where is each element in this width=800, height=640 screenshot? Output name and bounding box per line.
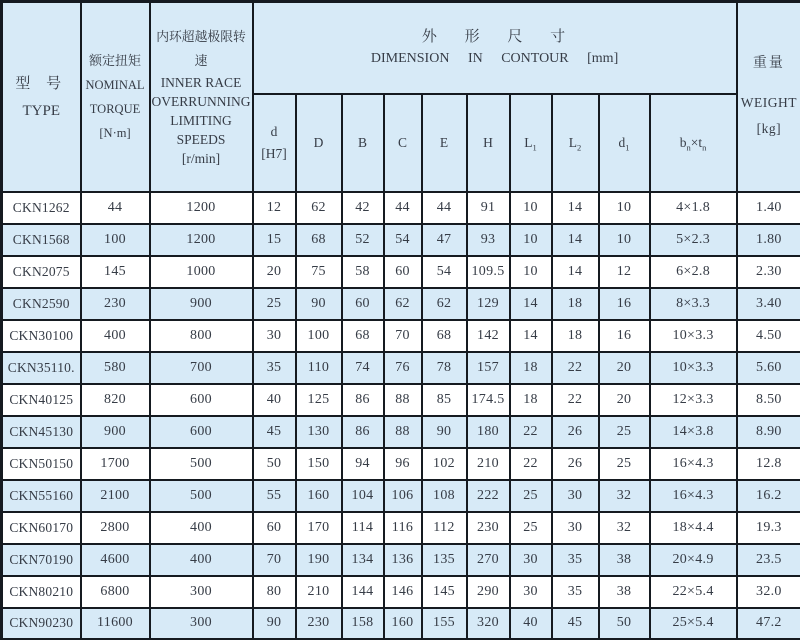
table-row [2, 384, 800, 416]
value-cell: 58 [342, 256, 384, 288]
value-cell: 10 [599, 224, 650, 256]
type-cell: CKN55160 [2, 480, 81, 512]
value-cell: 16.2 [737, 480, 800, 512]
value-cell: 74 [342, 352, 384, 384]
value-cell: 25×5.4 [650, 608, 737, 640]
value-cell: 100 [296, 320, 342, 352]
value-cell: 500 [150, 480, 253, 512]
value-cell: 150 [296, 448, 342, 480]
value-cell: 6×2.8 [650, 256, 737, 288]
value-cell: 580 [81, 352, 150, 384]
col-header-torque [81, 2, 150, 192]
value-cell: 25 [599, 448, 650, 480]
value-cell: 270 [467, 544, 510, 576]
value-cell: 5.60 [737, 352, 800, 384]
speeds-header-zh: 内环超越极限转速 [156, 30, 246, 69]
value-cell: 108 [422, 480, 467, 512]
value-cell: 2800 [81, 512, 150, 544]
value-cell: 20 [599, 352, 650, 384]
dimension-header-en: DIMENSION IN CONTOUR [mm] [370, 50, 619, 66]
value-cell: 18 [510, 384, 552, 416]
value-cell: 25 [510, 480, 552, 512]
speeds-header-en2: OVERRUNNING [151, 94, 251, 110]
value-cell: 68 [296, 224, 342, 256]
value-cell: 38 [599, 544, 650, 576]
value-cell: 44 [422, 192, 467, 224]
value-cell: 230 [296, 608, 342, 640]
value-cell: 230 [467, 512, 510, 544]
table-row [2, 192, 800, 224]
value-cell: 170 [296, 512, 342, 544]
value-cell: 8.50 [737, 384, 800, 416]
value-cell: 25 [253, 288, 296, 320]
table-row [2, 480, 800, 512]
value-cell: 10×3.3 [650, 352, 737, 384]
col-header-B: B [342, 94, 384, 192]
value-cell: 62 [422, 288, 467, 320]
value-cell: 55 [253, 480, 296, 512]
value-cell: 106 [384, 480, 422, 512]
value-cell: 62 [296, 192, 342, 224]
value-cell: 157 [467, 352, 510, 384]
value-cell: 44 [81, 192, 150, 224]
value-cell: 145 [422, 576, 467, 608]
value-cell: 38 [599, 576, 650, 608]
value-cell: 135 [422, 544, 467, 576]
value-cell: 60 [253, 512, 296, 544]
value-cell: 10 [510, 224, 552, 256]
value-cell: 820 [81, 384, 150, 416]
value-cell: 110 [296, 352, 342, 384]
value-cell: 14 [510, 320, 552, 352]
col-header-weight [737, 2, 800, 192]
value-cell: 160 [296, 480, 342, 512]
table-row [2, 448, 800, 480]
col-header-C: C [384, 94, 422, 192]
value-cell: 22 [510, 416, 552, 448]
value-cell: 320 [467, 608, 510, 640]
value-cell: 104 [342, 480, 384, 512]
value-cell: 8×3.3 [650, 288, 737, 320]
value-cell: 1200 [150, 192, 253, 224]
speeds-header-en1: INNER RACE [160, 75, 242, 91]
table-row [2, 544, 800, 576]
table-row [2, 256, 800, 288]
value-cell: 26 [552, 448, 599, 480]
value-cell: 14×3.8 [650, 416, 737, 448]
value-cell: 16×4.3 [650, 448, 737, 480]
dimension-header-zh: 外 形 尺 寸 [421, 28, 568, 45]
value-cell: 70 [384, 320, 422, 352]
value-cell: 3.40 [737, 288, 800, 320]
value-cell: 158 [342, 608, 384, 640]
value-cell: 125 [296, 384, 342, 416]
value-cell: 114 [342, 512, 384, 544]
value-cell: 900 [81, 416, 150, 448]
value-cell: 210 [296, 576, 342, 608]
value-cell: 180 [467, 416, 510, 448]
value-cell: 20 [253, 256, 296, 288]
value-cell: 22 [552, 384, 599, 416]
value-cell: 45 [253, 416, 296, 448]
table-row [2, 352, 800, 384]
value-cell: 500 [150, 448, 253, 480]
value-cell: 62 [384, 288, 422, 320]
torque-header-en1: NOMINAL [85, 77, 145, 92]
value-cell: 112 [422, 512, 467, 544]
value-cell: 88 [384, 384, 422, 416]
value-cell: 22 [510, 448, 552, 480]
value-cell: 44 [384, 192, 422, 224]
type-cell: CKN30100 [2, 320, 81, 352]
value-cell: 2.30 [737, 256, 800, 288]
type-cell: CKN90230 [2, 608, 81, 640]
table-row [2, 576, 800, 608]
table-row [2, 512, 800, 544]
value-cell: 100 [81, 224, 150, 256]
torque-header-en2: TORQUE [89, 101, 141, 116]
value-cell: 4×1.8 [650, 192, 737, 224]
value-cell: 20×4.9 [650, 544, 737, 576]
value-cell: 54 [384, 224, 422, 256]
value-cell: 42 [342, 192, 384, 224]
value-cell: 102 [422, 448, 467, 480]
value-cell: 130 [296, 416, 342, 448]
value-cell: 14 [510, 288, 552, 320]
speeds-header-en3: LIMITING SPEEDS [170, 113, 232, 148]
value-cell: 45 [552, 608, 599, 640]
col-header-bn-tn: $b_n\times t_n$ [650, 94, 737, 192]
value-cell: 76 [384, 352, 422, 384]
value-cell: 88 [384, 416, 422, 448]
value-cell: 26 [552, 416, 599, 448]
type-cell: CKN70190 [2, 544, 81, 576]
value-cell: 75 [296, 256, 342, 288]
value-cell: 400 [81, 320, 150, 352]
value-cell: 300 [150, 576, 253, 608]
value-cell: 30 [552, 480, 599, 512]
type-cell: CKN2075 [2, 256, 81, 288]
value-cell: 900 [150, 288, 253, 320]
value-cell: 91 [467, 192, 510, 224]
value-cell: 18 [552, 288, 599, 320]
value-cell: 16 [599, 288, 650, 320]
value-cell: 155 [422, 608, 467, 640]
value-cell: 6800 [81, 576, 150, 608]
value-cell: 142 [467, 320, 510, 352]
type-cell: CKN2590 [2, 288, 81, 320]
value-cell: 14 [552, 224, 599, 256]
value-cell: 35 [552, 576, 599, 608]
value-cell: 1700 [81, 448, 150, 480]
value-cell: 14 [552, 256, 599, 288]
speeds-header-unit: [r/min] [181, 151, 221, 167]
value-cell: 32 [599, 480, 650, 512]
table-row [2, 320, 800, 352]
value-cell: 19.3 [737, 512, 800, 544]
torque-header-unit: [N·m] [99, 125, 131, 140]
value-cell: 134 [342, 544, 384, 576]
value-cell: 600 [150, 384, 253, 416]
value-cell: 50 [599, 608, 650, 640]
torque-header-zh: 额定扭矩 [88, 52, 141, 68]
value-cell: 70 [253, 544, 296, 576]
value-cell: 10 [510, 192, 552, 224]
weight-header-en: WEIGHT [740, 94, 797, 110]
value-cell: 78 [422, 352, 467, 384]
value-cell: 80 [253, 576, 296, 608]
value-cell: 600 [150, 416, 253, 448]
value-cell: 60 [342, 288, 384, 320]
weight-header-zh: 重量 [752, 55, 785, 71]
value-cell: 40 [253, 384, 296, 416]
value-cell: 10×3.3 [650, 320, 737, 352]
value-cell: 90 [422, 416, 467, 448]
value-cell: 68 [342, 320, 384, 352]
value-cell: 4600 [81, 544, 150, 576]
value-cell: 5×2.3 [650, 224, 737, 256]
value-cell: 68 [422, 320, 467, 352]
type-cell: CKN80210 [2, 576, 81, 608]
value-cell: 86 [342, 384, 384, 416]
value-cell: 12 [599, 256, 650, 288]
value-cell: 23.5 [737, 544, 800, 576]
type-cell: CKN1568 [2, 224, 81, 256]
table-row [2, 224, 800, 256]
value-cell: 40 [510, 608, 552, 640]
value-cell: 145 [81, 256, 150, 288]
value-cell: 290 [467, 576, 510, 608]
value-cell: 35 [552, 544, 599, 576]
col-header-E: E [422, 94, 467, 192]
value-cell: 22 [552, 352, 599, 384]
value-cell: 4.50 [737, 320, 800, 352]
value-cell: 222 [467, 480, 510, 512]
value-cell: 400 [150, 512, 253, 544]
value-cell: 30 [552, 512, 599, 544]
value-cell: 50 [253, 448, 296, 480]
value-cell: 60 [384, 256, 422, 288]
value-cell: 85 [422, 384, 467, 416]
value-cell: 30 [253, 320, 296, 352]
type-cell: CKN50150 [2, 448, 81, 480]
value-cell: 25 [599, 416, 650, 448]
value-cell: 47.2 [737, 608, 800, 640]
value-cell: 700 [150, 352, 253, 384]
value-cell: 90 [296, 288, 342, 320]
value-cell: 90 [253, 608, 296, 640]
value-cell: 10 [599, 192, 650, 224]
weight-header-unit: [kg] [756, 120, 782, 136]
type-cell: CKN60170 [2, 512, 81, 544]
value-cell: 14 [552, 192, 599, 224]
value-cell: 18×4.4 [650, 512, 737, 544]
col-header-L1: $L_1$ [510, 94, 552, 192]
value-cell: 96 [384, 448, 422, 480]
value-cell: 16 [599, 320, 650, 352]
col-header-type [2, 2, 81, 192]
value-cell: 86 [342, 416, 384, 448]
value-cell: 800 [150, 320, 253, 352]
value-cell: 18 [510, 352, 552, 384]
value-cell: 25 [510, 512, 552, 544]
value-cell: 8.90 [737, 416, 800, 448]
value-cell: 146 [384, 576, 422, 608]
type-cell: CKN35110. [2, 352, 81, 384]
col-header-D: D [296, 94, 342, 192]
table-body [2, 192, 800, 640]
value-cell: 116 [384, 512, 422, 544]
type-cell: CKN45130 [2, 416, 81, 448]
type-cell: CKN40125 [2, 384, 81, 416]
value-cell: 10 [510, 256, 552, 288]
value-cell: 52 [342, 224, 384, 256]
value-cell: 18 [552, 320, 599, 352]
d-label: d [270, 123, 278, 139]
value-cell: 300 [150, 608, 253, 640]
value-cell: 230 [81, 288, 150, 320]
value-cell: 1.40 [737, 192, 800, 224]
value-cell: 160 [384, 608, 422, 640]
table-row [2, 288, 800, 320]
value-cell: 16×4.3 [650, 480, 737, 512]
value-cell: 1000 [150, 256, 253, 288]
value-cell: 1200 [150, 224, 253, 256]
value-cell: 136 [384, 544, 422, 576]
value-cell: 22×5.4 [650, 576, 737, 608]
value-cell: 15 [253, 224, 296, 256]
col-header-L2: $L_2$ [552, 94, 599, 192]
value-cell: 20 [599, 384, 650, 416]
value-cell: 190 [296, 544, 342, 576]
value-cell: 54 [422, 256, 467, 288]
value-cell: 47 [422, 224, 467, 256]
value-cell: 94 [342, 448, 384, 480]
value-cell: 12 [253, 192, 296, 224]
col-header-d [253, 94, 296, 192]
value-cell: 12×3.3 [650, 384, 737, 416]
value-cell: 109.5 [467, 256, 510, 288]
value-cell: 11600 [81, 608, 150, 640]
value-cell: 1.80 [737, 224, 800, 256]
col-header-speeds [150, 2, 253, 192]
col-header-d1: $d_1$ [599, 94, 650, 192]
table-row [2, 416, 800, 448]
type-cell: CKN1262 [2, 192, 81, 224]
value-cell: 35 [253, 352, 296, 384]
value-cell: 32.0 [737, 576, 800, 608]
value-cell: 93 [467, 224, 510, 256]
value-cell: 400 [150, 544, 253, 576]
type-header-en: TYPE [22, 102, 60, 119]
value-cell: 210 [467, 448, 510, 480]
value-cell: 12.8 [737, 448, 800, 480]
col-header-H: H [467, 94, 510, 192]
value-cell: 30 [510, 576, 552, 608]
value-cell: 30 [510, 544, 552, 576]
col-header-dimension [253, 2, 737, 94]
value-cell: 32 [599, 512, 650, 544]
d-tolerance: [H7] [261, 145, 287, 161]
value-cell: 2100 [81, 480, 150, 512]
value-cell: 174.5 [467, 384, 510, 416]
table-row [2, 608, 800, 640]
value-cell: 144 [342, 576, 384, 608]
value-cell: 129 [467, 288, 510, 320]
type-header-zh: 型 号 [15, 75, 68, 92]
